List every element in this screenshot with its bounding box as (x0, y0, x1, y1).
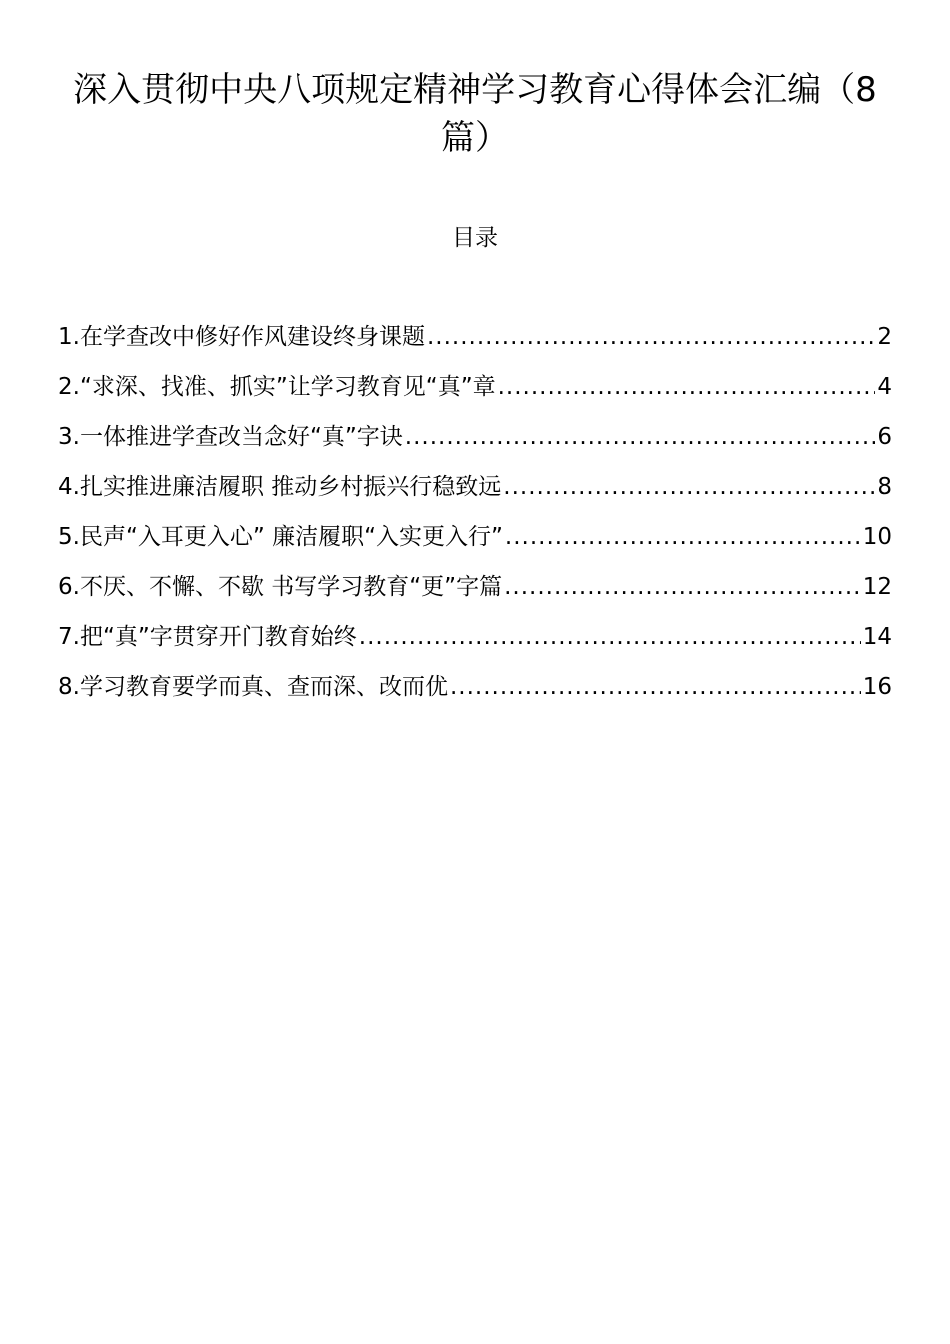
toc-entry-page: 6 (877, 424, 892, 450)
toc-entry-label: 4.扎实推进廉洁履职 推动乡村振兴行稳致远 (58, 474, 502, 500)
toc-dot-leader (427, 320, 875, 354)
toc-entry-label: 7.把“真”字贯穿开门教育始终 (58, 624, 357, 650)
table-of-contents (58, 320, 892, 720)
toc-dot-leader (359, 620, 861, 654)
toc-entry[interactable] (58, 470, 892, 520)
toc-heading: 目录 (452, 225, 498, 251)
toc-entry[interactable] (58, 670, 892, 720)
document-title: 深入贯彻中央八项规定精神学习教育心得体会汇编（8篇） (73, 70, 877, 158)
toc-entry-page: 2 (877, 324, 892, 350)
toc-entry-page: 16 (862, 674, 892, 700)
toc-entry-label: 2.“求深、找准、抓实”让学习教育见“真”章 (58, 374, 496, 400)
toc-entry-label: 5.民声“入耳更入心” 廉洁履职“入实更入行” (58, 524, 503, 550)
toc-entry-label: 3.一体推进学查改当念好“真”字诀 (58, 424, 403, 450)
toc-entry-label: 8.学习教育要学而真、查而深、改而优 (58, 674, 448, 700)
toc-entry-label: 1.在学查改中修好作风建设终身课题 (58, 324, 425, 350)
toc-entry[interactable] (58, 520, 892, 570)
toc-entry-page: 12 (862, 574, 892, 600)
toc-entry-page: 4 (877, 374, 892, 400)
toc-entry-page: 8 (877, 474, 892, 500)
toc-dot-leader (504, 570, 861, 604)
toc-dot-leader (503, 470, 875, 504)
toc-entry[interactable] (58, 420, 892, 470)
toc-entry[interactable] (58, 570, 892, 620)
toc-entry[interactable] (58, 370, 892, 420)
toc-dot-leader (405, 420, 876, 454)
toc-dot-leader (498, 370, 876, 404)
toc-entry-label: 6.不厌、不懈、不歇 书写学习教育“更”字篇 (58, 574, 503, 600)
toc-dot-leader (450, 670, 861, 704)
toc-entry-page: 10 (862, 524, 892, 550)
toc-entry[interactable] (58, 620, 892, 670)
toc-entry-page: 14 (862, 624, 892, 650)
toc-dot-leader (505, 520, 861, 554)
toc-entry[interactable] (58, 320, 892, 370)
